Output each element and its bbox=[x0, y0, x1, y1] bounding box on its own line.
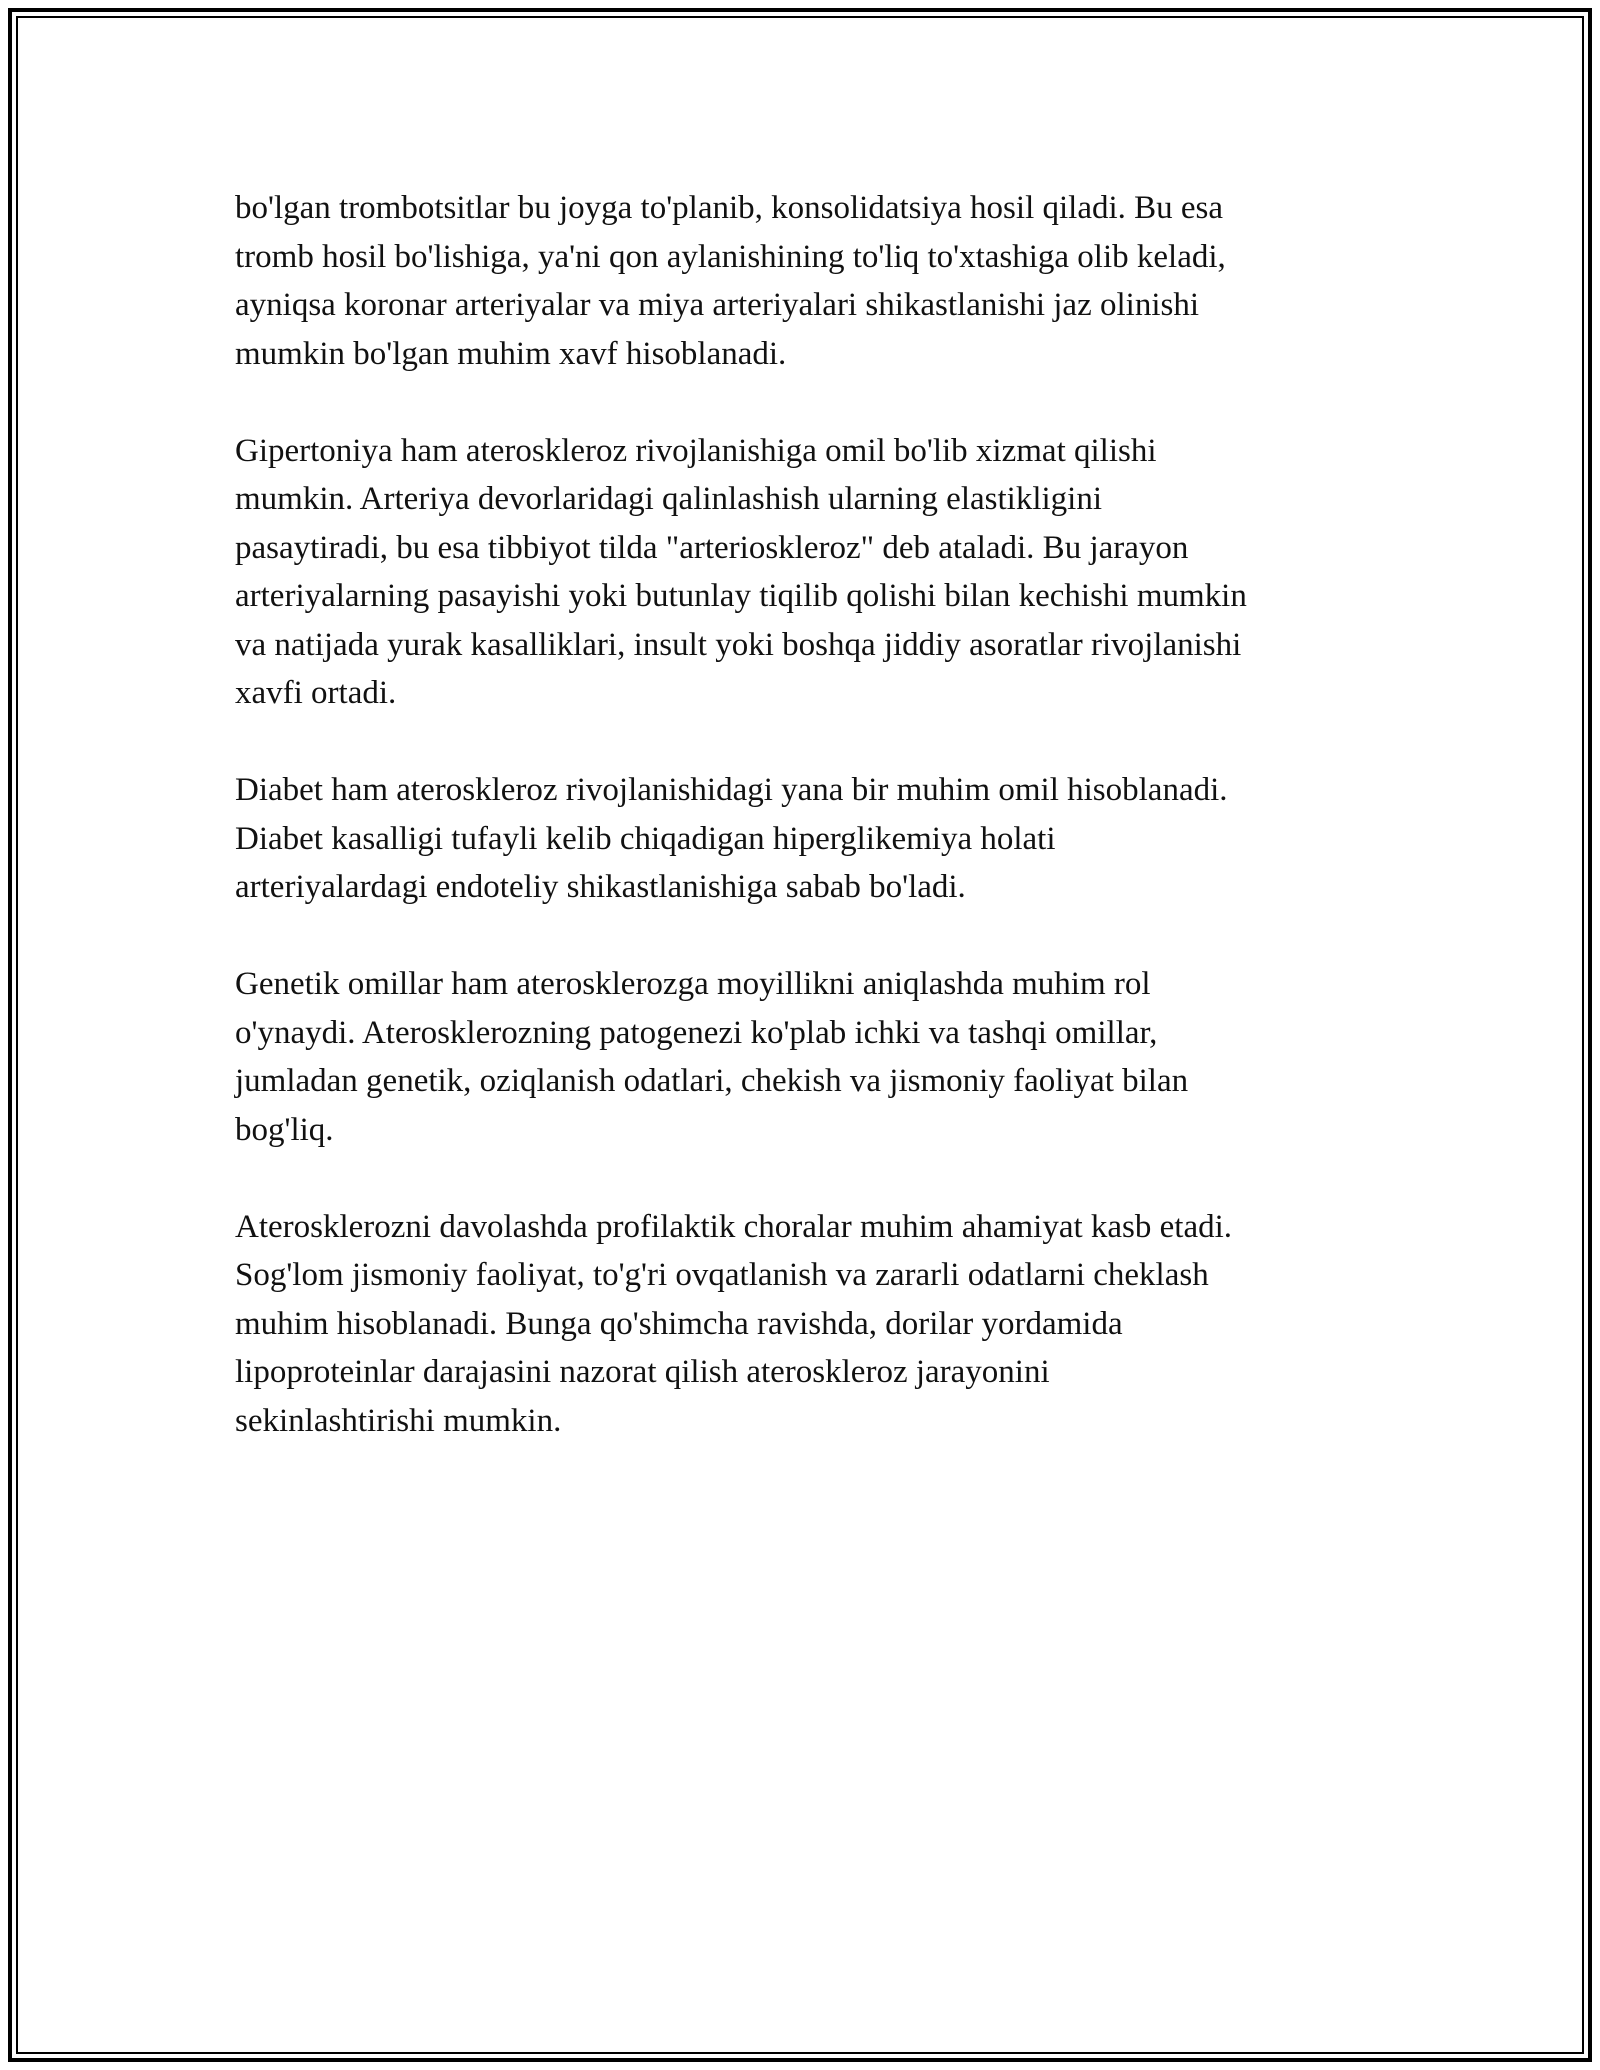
text-line: arteriyalarning pasayishi yoki butunlay tiqilib qolishi bilan kechishi mumkin bbox=[235, 578, 1247, 614]
paragraph-hypertension bbox=[235, 427, 1395, 718]
paragraph-thrombosis bbox=[235, 184, 1395, 378]
text-line: va natijada yurak kasalliklari, insult yoki boshqa jiddiy asoratlar rivojlanishi bbox=[235, 626, 1242, 663]
text-line: pasaytiradi, bu esa tibbiyot tilda "arterioskleroz" deb ataladi. Bu jarayon bbox=[235, 529, 1189, 566]
text-line: sekinlashtirishi mumkin. bbox=[235, 1402, 562, 1439]
text-line: tromb hosil bo'lishiga, ya'ni qon aylanishining to'liq to'xtashiga olib keladi, bbox=[235, 238, 1226, 275]
text-line: muhim hisoblanadi. Bunga qo'shimcha ravishda, dorilar yordamida bbox=[235, 1305, 1123, 1342]
text-line: mumkin. Arteriya devorlaridagi qalinlashish ularning elastikligini bbox=[235, 481, 1102, 517]
document-body bbox=[235, 184, 1395, 1494]
text-line: lipoproteinlar darajasini nazorat qilish ateroskleroz jarayonini bbox=[235, 1354, 1050, 1390]
text-line: ayniqsa koronar arteriyalar va miya arteriyalari shikastlanishi jaz olinishi bbox=[235, 287, 1199, 323]
text-line: Genetik omillar ham aterosklerozga moyillikni aniqlashda muhim rol bbox=[235, 966, 1151, 1002]
text-line: bo'lgan trombotsitlar bu joyga to'planib, konsolidatsiya hosil qiladi. Bu esa bbox=[235, 190, 1224, 226]
paragraph-genetics bbox=[235, 960, 1395, 1154]
text-line: o'ynaydi. Aterosklerozning patogenezi ko'plab ichki va tashqi omillar, bbox=[235, 1014, 1158, 1051]
paragraph-treatment bbox=[235, 1203, 1395, 1446]
text-line: Diabet kasalligi tufayli kelib chiqadigan hiperglikemiya holati bbox=[235, 820, 1056, 857]
text-line: mumkin bo'lgan muhim xavf hisoblanadi. bbox=[235, 335, 787, 372]
paragraph-diabetes bbox=[235, 766, 1395, 912]
text-line: xavfi ortadi. bbox=[235, 675, 397, 711]
text-line: bog'liq. bbox=[235, 1111, 334, 1148]
text-line: Diabet ham ateroskleroz rivojlanishidagi yana bir muhim omil hisoblanadi. bbox=[235, 772, 1228, 808]
text-line: Sog'lom jismoniy faoliyat, to'g'ri ovqatlanish va zararli odatlarni cheklash bbox=[235, 1257, 1209, 1293]
text-line: Aterosklerozni davolashda profilaktik choralar muhim ahamiyat kasb etadi. bbox=[235, 1208, 1233, 1245]
text-line: Gipertoniya ham ateroskleroz rivojlanishiga omil bo'lib xizmat qilishi bbox=[235, 432, 1157, 469]
text-line: jumladan genetik, oziqlanish odatlari, chekish va jismoniy faoliyat bilan bbox=[235, 1063, 1189, 1099]
text-line: arteriyalardagi endoteliy shikastlanishiga sabab bo'ladi. bbox=[235, 869, 966, 905]
